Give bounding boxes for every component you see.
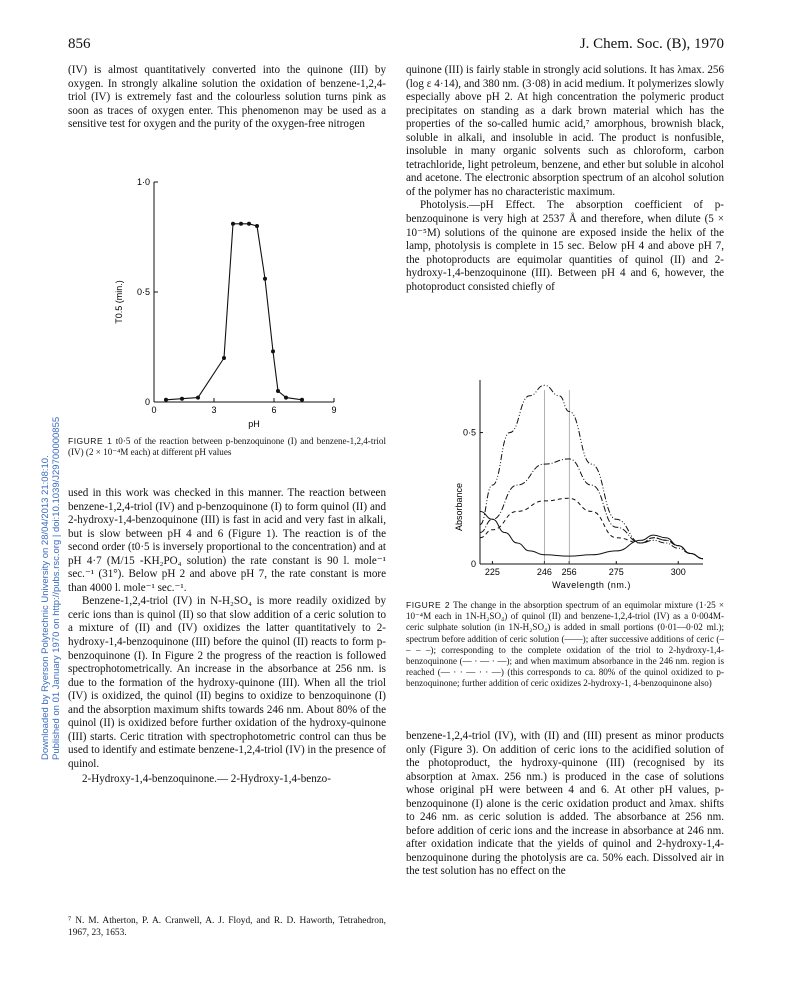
fig2-ylabel: Absorbance [454, 482, 464, 532]
fig1-point [222, 356, 226, 360]
figure-1-caption-text: t0·5 of the reaction between p-benzoquinone (I) and benzene-1,2,4-triol (IV) (2 × 10⁻⁴M each) at different pH values [68, 436, 386, 458]
right-top-text [406, 64, 724, 294]
fig1-x-tick-label: 6 [271, 405, 277, 415]
fig1-point [255, 224, 259, 228]
download-line: Downloaded by Ryerson Polytechnic University on 28/04/2013 21:08:10. [40, 455, 51, 760]
page-number: 856 [68, 36, 91, 52]
left-body-p1: used in this work was checked in this manner. The reaction between benzene-1,2,4-triol (IV) and p-benzoquinone (I) to form quinol (II) and 2-hydroxy-1,4-benzoquinone (III) is fast in acid and very fast in alkali, but is slow between pH 4 and 6 (Figure 1). The reaction is of the second order (t0·5 is inversely proportional to the concentration) and at pH 4·7 (M/15 -KH₂PO₄ solution) the rate constant is 90 l. mole⁻¹ sec.⁻¹ (31°). Below pH 2 and above pH 7, the rate constant is more than 4000 l. mole⁻¹ sec.⁻¹. [68, 487, 386, 594]
fig1-point [180, 397, 184, 401]
fig1-y-tick-label: 0·5 [136, 287, 150, 297]
fig1-point [239, 222, 243, 226]
fig2-x-tick-label: 256 [561, 567, 577, 577]
fig1-y-tick-label: 0 [144, 397, 150, 407]
figure-1-chart [104, 172, 354, 434]
figure-2-caption [406, 600, 724, 690]
fig1-ylabel: T0.5 (min.) [114, 280, 124, 324]
fig2-plot [454, 380, 703, 590]
fig1-point [263, 277, 267, 281]
fig1-plot [114, 177, 337, 429]
right-bottom-text: benzene-1,2,4-triol (IV), with (II) and (III) present as minor products only (Figure 3). On addition of ceric ions to the acidified solution of the photoproduct, the hydroxy-quinone (III) (recognised by its absorption at λmax. 256 nm.) is produced in the case of solutions whose original pH were between 4 and 6. At other pH values, p-benzoquinone (I) alone is the ceric oxidation product and λmax. shifts to 246 nm. as ceric solution is added. The absorbance at 256 nm. before addition of ceric ions and the increase in absorbance at 246 nm. after oxidation indicate that the yields of quinol and 2-hydroxy-1,4-benzoquinone during the photolysis are ca. 50% each. Dissolved air in the test solution has no effect on the [406, 730, 724, 878]
published-line: Published on 01 January 1970 on http://pubs.rsc.org | doi:10.1039/J29700000855 [51, 416, 62, 760]
fig2-series-dashed [480, 498, 703, 558]
footnote: ⁷ N. M. Atherton, P. A. Cranwell, A. J. Floyd, and R. D. Haworth, Tetrahedron, 1967, 23, 1653. [68, 916, 386, 938]
fig1-x-tick-label: 3 [211, 405, 217, 415]
fig1-curve [166, 224, 302, 400]
left-body-p3: 2-Hydroxy-1,4-benzoquinone.— 2-Hydroxy-1,4-benzo- [82, 773, 331, 786]
right-top-p2: Photolysis.—pH Effect. The absorption coefficient of p-benzoquinone is very high at 2537 Å and therefore, when dilute (5 × 10⁻⁵M) solutions of the quinone are exposed inside the helix of the lamp, photolysis is complete in 15 sec. Below pH 4 and above pH 7, the photoproducts are equimolar quantities of quinol (II) and 2-hydroxy-1,4-benzoquinone (III). Between pH 4 and 6, however, the photoproduct consisted chiefly of [406, 199, 724, 293]
fig1-xlabel: pH [248, 419, 260, 429]
fig2-y-tick-label: 0 [470, 559, 476, 569]
fig2-x-tick-label: 246 [536, 567, 552, 577]
right-top-p1: quinone (III) is fairly stable in strongly acid solutions. It has λmax. 256 (log ε 4·14), and 380 nm. (3·08) in acid medium. It polymerizes slowly especially above pH 2. At high concentration the polymeric product precipitates on standing as a dark brown material which has the properties of the so-called humic acid,⁷ amorphous, brownish black, soluble in alkali, and insoluble in acid. The product is nonfusible, insoluble in many organic solvents such as chloroform, carbon tetrachloride, light petroleum, benzene, and ether but soluble in alcohol and acetone. The electronic absorption spectrum of an alcohol solution of the polymer has no characteristic maximum. [406, 64, 724, 198]
figure-2-caption-text: The change in the absorption spectrum of an equimolar mixture (1·25 × 10⁻⁴M each in 1N-H₂SO₄) of quinol (II) and benzene-1,2,4-triol (IV) as a 0·004M-ceric sulphate solution (in 1N-H₂SO₄) is added in small portions (0·01—0·02 ml.); spectrum before addition of ceric solution (——); after successive additions of ceric (– – – –); corresponding to the complete oxidation of the triol to 2-hydroxy-1,4-benzoquinone (— · — · —); and when maximum absorbance in the 246 nm. region is reached (— · · — · · —) (this corresponds to ca. 80% of the quinol oxidized to p-benzoquinone; further addition of ceric oxidizes 2-hydroxy-1, 4-benzoquinone also) [406, 600, 724, 689]
fig1-point [284, 396, 288, 400]
figure-2-label: FIGURE 2 [406, 600, 451, 610]
figure-2-chart [448, 372, 718, 597]
left-body-p2: Benzene-1,2,4-triol (IV) in N-H₂SO₄ is more readily oxidized by ceric ions than is quinol (II) so that slow addition of a ceric solution to a mixture of (II) and (IV) oxidizes the latter quantitatively to 2-hydroxy-1,4-benzoquinone (III) before the quinol (II) reacts to form p-benzoquinone (I). In Figure 2 the progress of the reaction is followed spectrophotometrically. An increase in the absorbance at 256 nm. is due to the formation of the hydroxy-quinone (III). When all the triol (IV) is oxidized, the quinol (II) begins to oxidize to benzoquinone (I) and the absorption maximum shifts towards 246 nm. About 80% of the quinol (II) is oxidized before further oxidation of the hydroxy-quinone (III) starts. Ceric titration with spectrophotometric control can thus be used to identify and estimate benzene-1,2,4-triol (IV) in the presence of quinol. [68, 595, 386, 770]
fig2-x-tick-label: 300 [670, 567, 686, 577]
left-top-paragraph: (IV) is almost quantitatively converted into the quinone (III) by oxygen. In strongly alkaline solution the oxidation of benzene-1,2,4-triol (IV) is extremely fast and the colourless solution turns pink as soon as traces of oxygen enter. This phenomenon may be used as a sensitive test for oxygen and the purity of the oxygen-free nitrogen [68, 64, 386, 131]
fig1-x-tick-label: 9 [331, 405, 337, 415]
fig2-y-tick-label: 0·5 [462, 427, 476, 438]
fig1-point [231, 222, 235, 226]
fig1-point [247, 222, 251, 226]
journal-title: J. Chem. Soc. (B), 1970 [579, 36, 724, 52]
fig1-point [300, 398, 304, 402]
fig1-point [276, 389, 280, 393]
fig1-x-tick-label: 0 [151, 405, 157, 415]
fig1-y-tick-label: 1·0 [136, 177, 150, 187]
figure-1-caption [68, 436, 386, 458]
fig2-xlabel: Wavelength (nm.) [552, 580, 631, 590]
fig1-point [164, 398, 168, 402]
fig2-x-tick-label: 275 [608, 567, 624, 577]
figure-1-label: FIGURE 1 [68, 436, 113, 446]
fig1-point [271, 349, 275, 353]
left-body [68, 487, 386, 787]
fig2-x-tick-label: 225 [484, 567, 500, 577]
fig2-series-dash-dot-dot [480, 385, 703, 558]
download-watermark [40, 60, 60, 760]
fig1-point [196, 396, 200, 400]
fig2-series-solid-before [480, 511, 703, 558]
